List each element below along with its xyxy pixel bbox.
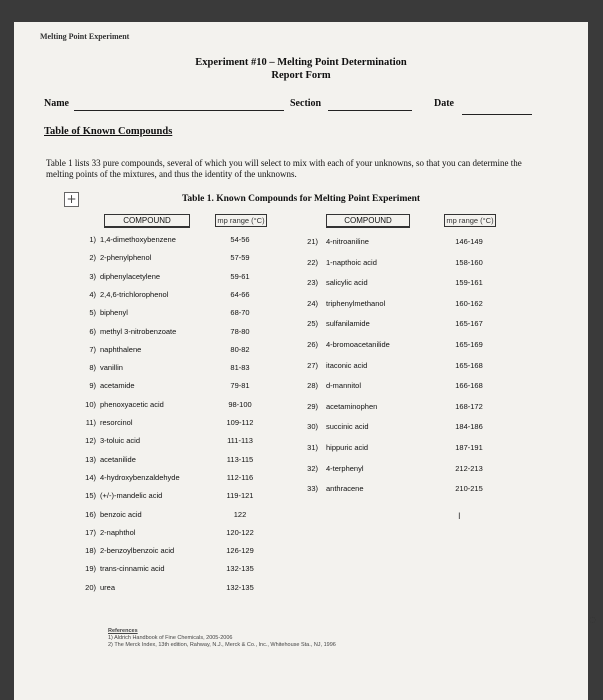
left-range-header: mp range (°C) (215, 214, 267, 227)
melting-range: 165-167 (455, 319, 483, 329)
row-number: 24) (307, 298, 318, 308)
row-number: 18) (85, 546, 96, 556)
date-label: Date (434, 98, 454, 109)
compound-name: resorcinol (100, 418, 133, 427)
row-number: 25) (307, 319, 318, 329)
compound-name: sulfanilamide (326, 319, 370, 329)
table-move-handle-icon[interactable]: + (64, 192, 79, 207)
left-compound-header: COMPOUND (104, 214, 190, 228)
title-line-2: Report Form (271, 70, 331, 81)
melting-range: 184-186 (455, 422, 483, 432)
name-label: Name (44, 98, 69, 109)
row-number: 3) (89, 271, 96, 281)
melting-range: 68-70 (230, 308, 250, 318)
row-number: 7) (89, 344, 96, 354)
date-field[interactable] (462, 114, 532, 115)
compound-name: biphenyl (100, 308, 128, 318)
row-number: 26) (307, 340, 318, 349)
references-heading: References (108, 628, 138, 634)
compound-name: 4-terphenyl (326, 463, 364, 473)
compound-name: diphenylacetylene (100, 271, 161, 281)
row-number: 20) (85, 582, 96, 592)
handwritten-mark: Ⅰ (458, 511, 461, 521)
compound-name: (+/-)-mandelic acid (100, 491, 163, 501)
melting-range: 132-135 (226, 582, 254, 592)
row-number: 32) (307, 463, 318, 473)
row-number: 28) (307, 381, 318, 391)
compound-name: 4-nitroaniline (326, 237, 369, 246)
melting-range: 165-169 (455, 340, 483, 349)
melting-range: 54-56 (230, 235, 250, 244)
row-number: 23) (307, 278, 318, 288)
compound-name: vanillin (100, 363, 123, 373)
melting-range: 120-122 (226, 527, 254, 537)
row-number: 19) (85, 564, 96, 574)
row-number: 4) (89, 289, 96, 299)
row-number: 27) (307, 360, 318, 370)
compound-name: 4-bromoacetanilide (326, 340, 390, 349)
compound-name: salicylic acid (326, 278, 368, 288)
compound-name: acetanilide (100, 454, 136, 464)
row-number: 12) (85, 436, 96, 446)
melting-range: 160-162 (455, 298, 483, 308)
reference-1: 1) Aldrich Handbook of Fine Chemicals, 2005-2006 (108, 635, 233, 641)
page-title (14, 56, 588, 82)
running-head: Melting Point Experiment (40, 32, 130, 41)
table-title: Table 1. Known Compounds for Melting Point Experiment (181, 194, 421, 204)
section-field[interactable] (328, 110, 412, 111)
cursor-icon: ◌ (589, 615, 596, 624)
reference-2: 2) The Merck Index, 13th edition, Rahway, N.J., Merck & Co., Inc., Whitehouse Sta., NJ, 1996 (108, 642, 336, 648)
row-number: 29) (307, 401, 318, 411)
compound-name: 1-napthoic acid (326, 257, 377, 267)
row-number: 22) (307, 257, 318, 267)
melting-range: 187-191 (455, 443, 483, 452)
compound-name: hippuric acid (326, 443, 369, 452)
document-page (14, 22, 596, 700)
melting-range: 64-66 (230, 289, 250, 299)
row-number: 2) (89, 253, 96, 263)
melting-range: 113-115 (226, 454, 254, 464)
melting-range: 111-113 (227, 436, 253, 446)
row-number: 15) (85, 491, 96, 501)
compound-name: 2-benzoylbenzoic acid (100, 546, 175, 556)
compound-name: itaconic acid (326, 360, 368, 370)
row-number: 1) (89, 235, 96, 244)
melting-range: 78-80 (230, 326, 250, 336)
row-number: 11) (85, 418, 96, 427)
references (108, 628, 336, 649)
compound-name: triphenylmethanol (326, 298, 386, 308)
melting-range: 210-215 (455, 484, 483, 494)
compound-name: acetamide (100, 381, 135, 391)
melting-range: 126-129 (226, 546, 254, 556)
compound-name: d-mannitol (326, 381, 362, 391)
melting-range: 122 (233, 509, 247, 519)
compound-name: naphthalene (100, 344, 142, 354)
row-number: 6) (89, 326, 96, 336)
row-number: 10) (85, 399, 96, 409)
melting-range: 59-61 (230, 271, 250, 281)
row-number: 16) (85, 509, 96, 519)
melting-range: 119-121 (226, 491, 254, 501)
row-number: 8) (89, 363, 96, 373)
row-number: 9) (89, 381, 96, 391)
compound-name: succinic acid (326, 422, 369, 432)
right-compound-header: COMPOUND (326, 214, 410, 228)
melting-range: 168-172 (455, 401, 483, 411)
row-number: 14) (85, 472, 96, 482)
row-number: 21) (307, 237, 318, 246)
compound-name: 4-hydroxybenzaldehyde (100, 472, 180, 482)
melting-range: 159-161 (455, 278, 483, 288)
row-number: 17) (85, 527, 96, 537)
row-number: 13) (85, 454, 96, 464)
compound-name: phenoxyacetic acid (100, 399, 164, 409)
compound-name: 2,4,6-trichlorophenol (100, 289, 169, 299)
compound-name: acetaminophen (326, 401, 378, 411)
compound-name: 3-toluic acid (100, 436, 141, 446)
row-number: 30) (307, 422, 318, 432)
section-heading: Table of Known Compounds (44, 126, 173, 137)
row-number: 5) (89, 308, 96, 318)
compound-name: 2-naphthol (100, 527, 136, 537)
compound-name: 2-phenylphenol (100, 253, 152, 263)
row-number: 31) (307, 443, 318, 452)
name-field[interactable] (74, 110, 284, 111)
melting-range: 80-82 (230, 344, 250, 354)
melting-range: 79-81 (230, 381, 250, 391)
compound-name: 1,4-dimethoxybenzene (100, 235, 176, 244)
compound-name: anthracene (326, 484, 364, 494)
intro-paragraph: Table 1 lists 33 pure compounds, several of which you will select to mix with each of your unknowns, so that you can determine the melting points of the mixtures, and thus the identity of the unknowns. (46, 158, 522, 179)
melting-range: 165-168 (455, 360, 483, 370)
compound-name: methyl 3-nitrobenzoate (100, 326, 177, 336)
right-range-header: mp range (°C) (444, 214, 496, 227)
row-number: 33) (307, 484, 318, 494)
melting-range: 109-112 (226, 418, 254, 427)
melting-range: 81-83 (230, 363, 250, 373)
melting-range: 212-213 (455, 463, 483, 473)
melting-range: 158-160 (455, 257, 483, 267)
compound-name: trans-cinnamic acid (100, 564, 165, 574)
melting-range: 98-100 (228, 399, 252, 409)
title-line-1: Experiment #10 – Melting Point Determination (195, 57, 407, 68)
section-label: Section (290, 98, 322, 109)
compound-name: urea (100, 582, 116, 592)
melting-range: 112-116 (226, 472, 254, 482)
melting-range: 132-135 (226, 564, 254, 574)
melting-range: 166-168 (455, 381, 483, 391)
melting-range: 146-149 (455, 237, 483, 246)
compound-name: benzoic acid (100, 509, 142, 519)
melting-range: 57-59 (230, 253, 250, 263)
